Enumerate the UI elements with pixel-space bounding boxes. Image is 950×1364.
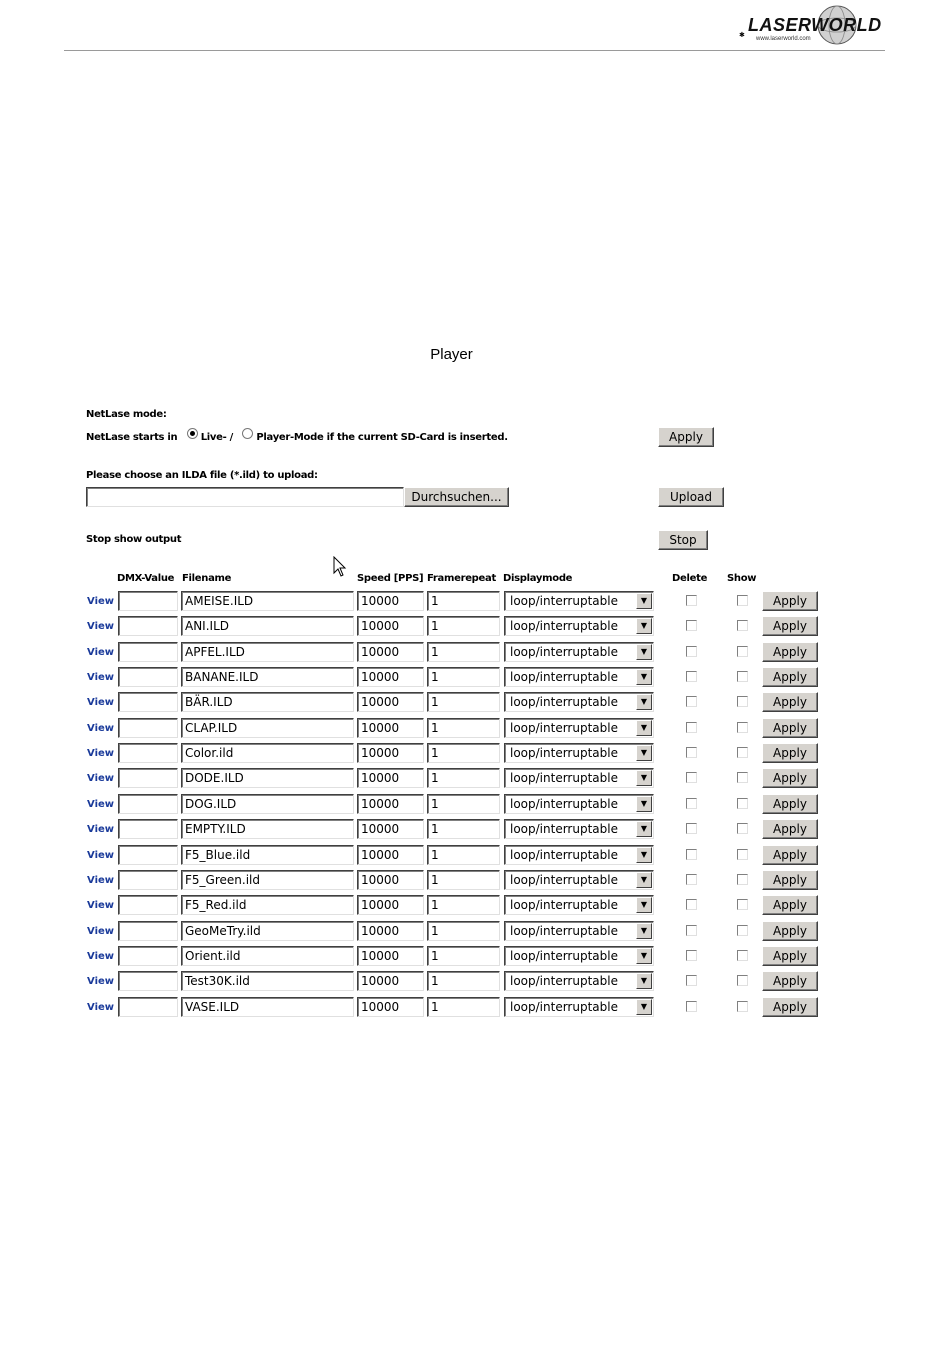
displaymode-value: loop/interruptable — [510, 974, 618, 988]
dmx-value-input[interactable] — [118, 845, 178, 865]
displaymode-value: loop/interruptable — [510, 721, 618, 735]
delete-checkbox[interactable] — [686, 772, 697, 783]
displaymode-value: loop/interruptable — [510, 949, 618, 963]
displaymode-select[interactable] — [504, 845, 654, 865]
dmx-value-input[interactable] — [118, 870, 178, 890]
browse-button[interactable]: Durchsuchen... — [404, 487, 509, 507]
chevron-down-icon[interactable]: ▼ — [636, 847, 652, 863]
speed-input[interactable]: 10000 — [357, 642, 424, 662]
chevron-down-icon[interactable]: ▼ — [636, 897, 652, 913]
displaymode-select[interactable] — [504, 794, 654, 814]
speed-input[interactable]: 10000 — [357, 591, 424, 611]
speed-input[interactable]: 10000 — [357, 921, 424, 941]
chevron-down-icon[interactable]: ▼ — [636, 644, 652, 660]
speed-input[interactable]: 10000 — [357, 870, 424, 890]
show-checkbox[interactable] — [737, 671, 748, 682]
player-mode-radio[interactable] — [242, 428, 253, 439]
col-header-show: Show — [727, 573, 757, 584]
show-checkbox[interactable] — [737, 950, 748, 961]
view-link[interactable]: View — [87, 875, 115, 886]
netlase-mode-heading: NetLase mode: — [86, 409, 167, 420]
delete-checkbox[interactable] — [686, 925, 697, 936]
chevron-down-icon[interactable]: ▼ — [636, 694, 652, 710]
filename-input[interactable]: APFEL.ILD — [181, 642, 354, 662]
view-link[interactable]: View — [87, 926, 115, 937]
upload-button[interactable]: Upload — [658, 487, 724, 507]
filename-input[interactable]: F5_Red.ild — [181, 895, 354, 915]
displaymode-value: loop/interruptable — [510, 695, 618, 709]
show-checkbox[interactable] — [737, 747, 748, 758]
filename-input[interactable]: Orient.ild — [181, 946, 354, 966]
filename-input[interactable]: VASE.ILD — [181, 997, 354, 1017]
framerepeat-input[interactable]: 1 — [427, 718, 500, 738]
player-mode-label: Player-Mode if the current SD-Card is inserted. — [256, 432, 508, 443]
filename-input[interactable]: ANI.ILD — [181, 616, 354, 636]
speed-input[interactable]: 10000 — [357, 946, 424, 966]
delete-checkbox[interactable] — [686, 671, 697, 682]
row-apply-button[interactable]: Apply — [762, 667, 818, 687]
speed-input[interactable]: 10000 — [357, 667, 424, 687]
filename-input[interactable]: Color.ild — [181, 743, 354, 763]
col-header-displaymode: Displaymode — [503, 573, 573, 584]
displaymode-value: loop/interruptable — [510, 645, 618, 659]
chevron-down-icon[interactable]: ▼ — [636, 770, 652, 786]
displaymode-value: loop/interruptable — [510, 848, 618, 862]
row-apply-button[interactable]: Apply — [762, 591, 818, 611]
mouse-cursor-icon — [333, 556, 347, 583]
row-apply-button[interactable]: Apply — [762, 997, 818, 1017]
view-link[interactable]: View — [87, 951, 115, 962]
show-checkbox[interactable] — [737, 798, 748, 809]
view-link[interactable]: View — [87, 748, 115, 759]
row-apply-button[interactable]: Apply — [762, 946, 818, 966]
show-checkbox[interactable] — [737, 874, 748, 885]
delete-checkbox[interactable] — [686, 646, 697, 657]
svg-text:✱: ✱ — [739, 31, 745, 39]
header-divider — [64, 50, 885, 51]
displaymode-select[interactable] — [504, 971, 654, 991]
framerepeat-input[interactable]: 1 — [427, 997, 500, 1017]
delete-checkbox[interactable] — [686, 620, 697, 631]
speed-input[interactable]: 10000 — [357, 616, 424, 636]
stop-output-label: Stop show output — [86, 534, 182, 545]
displaymode-select[interactable] — [504, 692, 654, 712]
framerepeat-input[interactable]: 1 — [427, 667, 500, 687]
framerepeat-input[interactable]: 1 — [427, 971, 500, 991]
speed-input[interactable]: 10000 — [357, 743, 424, 763]
row-apply-button[interactable]: Apply — [762, 794, 818, 814]
filename-input[interactable]: DOG.ILD — [181, 794, 354, 814]
filename-input[interactable]: Test30K.ild — [181, 971, 354, 991]
row-apply-button[interactable]: Apply — [762, 971, 818, 991]
view-link[interactable]: View — [87, 647, 115, 658]
view-link[interactable]: View — [87, 799, 115, 810]
row-apply-button[interactable]: Apply — [762, 921, 818, 941]
displaymode-value: loop/interruptable — [510, 873, 618, 887]
displaymode-value: loop/interruptable — [510, 898, 618, 912]
dmx-value-input[interactable] — [118, 895, 178, 915]
framerepeat-input[interactable]: 1 — [427, 743, 500, 763]
filename-input[interactable]: CLAP.ILD — [181, 718, 354, 738]
displaymode-select[interactable] — [504, 946, 654, 966]
chevron-down-icon[interactable]: ▼ — [636, 593, 652, 609]
brand-name: LASERWORLD — [748, 15, 882, 35]
speed-input[interactable]: 10000 — [357, 819, 424, 839]
show-checkbox[interactable] — [737, 646, 748, 657]
filename-input[interactable]: DODE.ILD — [181, 768, 354, 788]
displaymode-value: loop/interruptable — [510, 924, 618, 938]
filename-input[interactable]: BÄR.ILD — [181, 692, 354, 712]
framerepeat-input[interactable]: 1 — [427, 895, 500, 915]
view-link[interactable]: View — [87, 697, 115, 708]
displaymode-select[interactable] — [504, 819, 654, 839]
row-apply-button[interactable]: Apply — [762, 743, 818, 763]
row-apply-button[interactable]: Apply — [762, 870, 818, 890]
delete-checkbox[interactable] — [686, 696, 697, 707]
dmx-value-input[interactable] — [118, 921, 178, 941]
chevron-down-icon[interactable]: ▼ — [636, 973, 652, 989]
filename-input[interactable]: GeoMeTry.ild — [181, 921, 354, 941]
filename-input[interactable]: F5_Blue.ild — [181, 845, 354, 865]
dmx-value-input[interactable] — [118, 819, 178, 839]
view-link[interactable]: View — [87, 900, 115, 911]
delete-checkbox[interactable] — [686, 899, 697, 910]
show-checkbox[interactable] — [737, 772, 748, 783]
speed-input[interactable]: 10000 — [357, 768, 424, 788]
displaymode-select[interactable] — [504, 642, 654, 662]
dmx-value-input[interactable] — [118, 743, 178, 763]
view-link[interactable]: View — [87, 1002, 115, 1013]
show-checkbox[interactable] — [737, 696, 748, 707]
view-link[interactable]: View — [87, 621, 115, 632]
netlase-starts-row — [86, 432, 508, 443]
displaymode-select[interactable] — [504, 616, 654, 636]
view-link[interactable]: View — [87, 672, 115, 683]
col-header-framerepeat: Framerepeat — [427, 573, 496, 584]
displaymode-value: loop/interruptable — [510, 619, 618, 633]
framerepeat-input[interactable]: 1 — [427, 870, 500, 890]
displaymode-value: loop/interruptable — [510, 670, 618, 684]
netlase-apply-button[interactable]: Apply — [658, 427, 714, 447]
dmx-value-input[interactable] — [118, 971, 178, 991]
row-apply-button[interactable]: Apply — [762, 845, 818, 865]
displaymode-select[interactable] — [504, 667, 654, 687]
upload-label: Please choose an ILDA file (*.ild) to upload: — [86, 470, 318, 481]
chevron-down-icon[interactable]: ▼ — [636, 821, 652, 837]
file-path-input[interactable] — [86, 487, 404, 507]
chevron-down-icon[interactable]: ▼ — [636, 923, 652, 939]
live-mode-radio[interactable] — [187, 428, 198, 439]
show-checkbox[interactable] — [737, 899, 748, 910]
view-link[interactable]: View — [87, 824, 115, 835]
row-apply-button[interactable]: Apply — [762, 819, 818, 839]
displaymode-value: loop/interruptable — [510, 1000, 618, 1014]
framerepeat-input[interactable]: 1 — [427, 642, 500, 662]
filename-input[interactable]: AMEISE.ILD — [181, 591, 354, 611]
filename-input[interactable]: EMPTY.ILD — [181, 819, 354, 839]
dmx-value-input[interactable] — [118, 692, 178, 712]
displaymode-select[interactable] — [504, 743, 654, 763]
framerepeat-input[interactable]: 1 — [427, 692, 500, 712]
col-header-delete: Delete — [672, 573, 708, 584]
speed-input[interactable]: 10000 — [357, 845, 424, 865]
chevron-down-icon[interactable]: ▼ — [636, 745, 652, 761]
delete-checkbox[interactable] — [686, 747, 697, 758]
speed-input[interactable]: 10000 — [357, 997, 424, 1017]
speed-input[interactable]: 10000 — [357, 692, 424, 712]
dmx-value-input[interactable] — [118, 616, 178, 636]
chevron-down-icon[interactable]: ▼ — [636, 872, 652, 888]
show-checkbox[interactable] — [737, 823, 748, 834]
live-mode-label: Live- / — [200, 432, 234, 443]
displaymode-select[interactable] — [504, 718, 654, 738]
displaymode-select[interactable] — [504, 870, 654, 890]
view-link[interactable]: View — [87, 723, 115, 734]
delete-checkbox[interactable] — [686, 950, 697, 961]
view-link[interactable]: View — [87, 596, 115, 607]
chevron-down-icon[interactable]: ▼ — [636, 720, 652, 736]
delete-checkbox[interactable] — [686, 874, 697, 885]
speed-input[interactable]: 10000 — [357, 971, 424, 991]
row-apply-button[interactable]: Apply — [762, 642, 818, 662]
row-apply-button[interactable]: Apply — [762, 768, 818, 788]
framerepeat-input[interactable]: 1 — [427, 946, 500, 966]
chevron-down-icon[interactable]: ▼ — [636, 948, 652, 964]
delete-checkbox[interactable] — [686, 823, 697, 834]
row-apply-button[interactable]: Apply — [762, 616, 818, 636]
col-header-speed: Speed [PPS] — [357, 573, 424, 584]
brand-url: www.laserworld.com — [756, 36, 811, 42]
delete-checkbox[interactable] — [686, 595, 697, 606]
dmx-value-input[interactable] — [118, 997, 178, 1017]
displaymode-value: loop/interruptable — [510, 822, 618, 836]
dmx-value-input[interactable] — [118, 642, 178, 662]
show-checkbox[interactable] — [737, 595, 748, 606]
framerepeat-input[interactable]: 1 — [427, 591, 500, 611]
stop-button[interactable]: Stop — [658, 530, 708, 550]
dmx-value-input[interactable] — [118, 718, 178, 738]
framerepeat-input[interactable]: 1 — [427, 819, 500, 839]
dmx-value-input[interactable] — [118, 794, 178, 814]
dmx-value-input[interactable] — [118, 667, 178, 687]
framerepeat-input[interactable]: 1 — [427, 768, 500, 788]
delete-checkbox[interactable] — [686, 798, 697, 809]
displaymode-value: loop/interruptable — [510, 746, 618, 760]
delete-checkbox[interactable] — [686, 975, 697, 986]
show-checkbox[interactable] — [737, 1001, 748, 1012]
view-link[interactable]: View — [87, 976, 115, 987]
filename-input[interactable]: BANANE.ILD — [181, 667, 354, 687]
show-checkbox[interactable] — [737, 620, 748, 631]
col-header-filename: Filename — [182, 573, 232, 584]
displaymode-select[interactable] — [504, 895, 654, 915]
page-title: Player — [430, 346, 473, 363]
framerepeat-input[interactable]: 1 — [427, 845, 500, 865]
dmx-value-input[interactable] — [118, 946, 178, 966]
chevron-down-icon[interactable]: ▼ — [636, 796, 652, 812]
view-link[interactable]: View — [87, 773, 115, 784]
netlase-starts-label: NetLase starts in — [86, 432, 178, 443]
framerepeat-input[interactable]: 1 — [427, 616, 500, 636]
framerepeat-input[interactable]: 1 — [427, 794, 500, 814]
displaymode-select[interactable] — [504, 768, 654, 788]
speed-input[interactable]: 10000 — [357, 794, 424, 814]
displaymode-select[interactable] — [504, 921, 654, 941]
displaymode-value: loop/interruptable — [510, 797, 618, 811]
framerepeat-input[interactable]: 1 — [427, 921, 500, 941]
row-apply-button[interactable]: Apply — [762, 718, 818, 738]
filename-input[interactable]: F5_Green.ild — [181, 870, 354, 890]
dmx-value-input[interactable] — [118, 768, 178, 788]
speed-input[interactable]: 10000 — [357, 895, 424, 915]
dmx-value-input[interactable] — [118, 591, 178, 611]
show-checkbox[interactable] — [737, 975, 748, 986]
chevron-down-icon[interactable]: ▼ — [636, 618, 652, 634]
displaymode-select[interactable] — [504, 997, 654, 1017]
view-link[interactable]: View — [87, 850, 115, 861]
show-checkbox[interactable] — [737, 849, 748, 860]
delete-checkbox[interactable] — [686, 849, 697, 860]
delete-checkbox[interactable] — [686, 722, 697, 733]
delete-checkbox[interactable] — [686, 1001, 697, 1012]
displaymode-value: loop/interruptable — [510, 771, 618, 785]
col-header-dmx: DMX-Value — [117, 573, 175, 584]
row-apply-button[interactable]: Apply — [762, 692, 818, 712]
speed-input[interactable]: 10000 — [357, 718, 424, 738]
chevron-down-icon[interactable]: ▼ — [636, 999, 652, 1015]
show-checkbox[interactable] — [737, 925, 748, 936]
chevron-down-icon[interactable]: ▼ — [636, 669, 652, 685]
displaymode-value: loop/interruptable — [510, 594, 618, 608]
row-apply-button[interactable]: Apply — [762, 895, 818, 915]
displaymode-select[interactable] — [504, 591, 654, 611]
show-checkbox[interactable] — [737, 722, 748, 733]
